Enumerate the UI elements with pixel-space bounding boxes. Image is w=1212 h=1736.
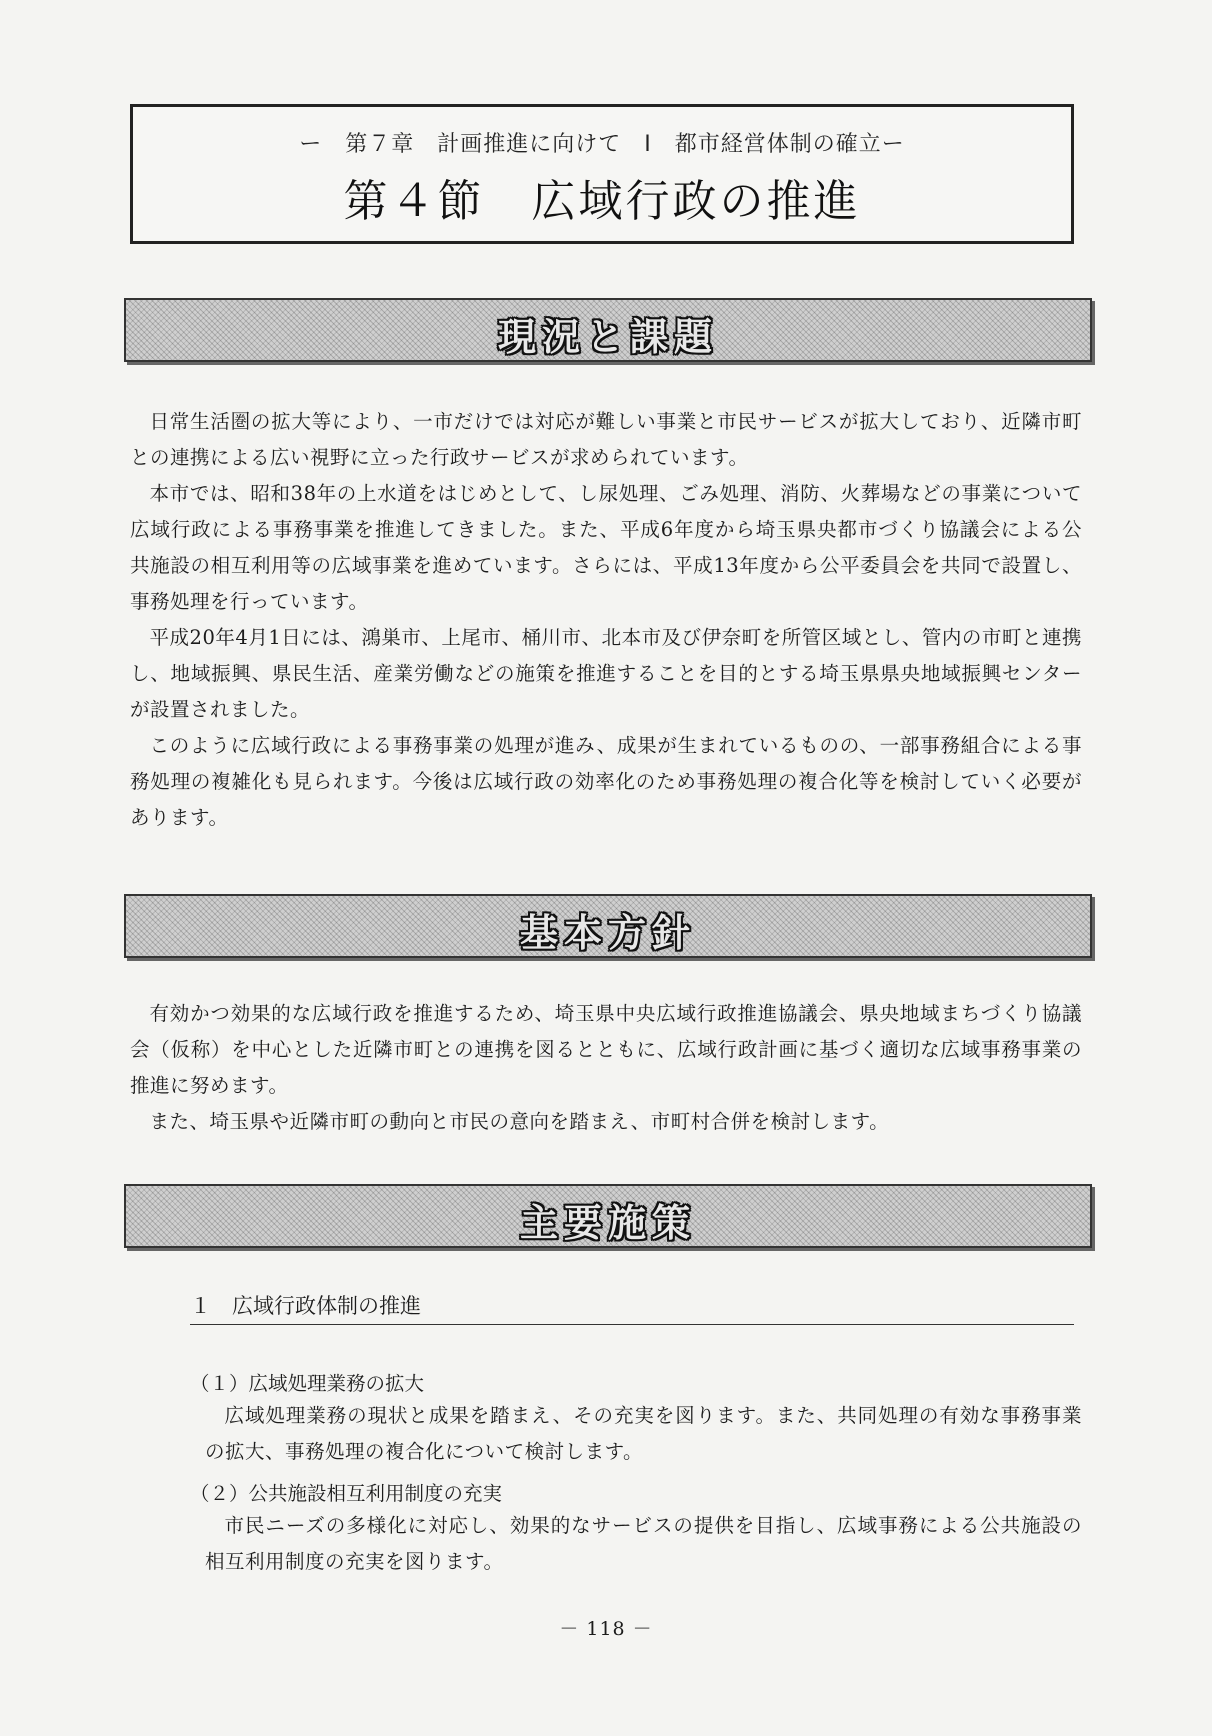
- paragraph: このように広域行政による事務事業の処理が進み、成果が生まれているものの、一部事務組合による事務処理の複雑化も見られます。今後は広域行政の効率化のため事務処理の複合化等を検討していく必要があります。: [130, 734, 1082, 829]
- sub-heading: （１）広域処理業務の拡大: [190, 1372, 425, 1395]
- paragraph: 日常生活圏の拡大等により、一市だけでは対応が難しい事業と市民サービスが拡大しており、近隣市町との連携による広い視野に立った行政サービスが求められています。: [130, 410, 1082, 469]
- sub-paragraph: 市民ニーズの多様化に対応し、効果的なサービスの提供を目指し、広域事務による公共施設の相互利用制度の充実を図ります。: [205, 1514, 1082, 1573]
- title-box: [130, 104, 1074, 244]
- section-title: 第４節 広域行政の推進: [343, 176, 861, 227]
- page-number: － 118 －: [559, 1618, 653, 1640]
- section-heading-major-measures: 主要施策: [519, 1201, 696, 1245]
- section-band-basic-policy: [124, 894, 1092, 958]
- paragraph: 平成20年4月1日には、鴻巣市、上尾市、桶川市、北本市及び伊奈町を所管区域とし、管内の市町と連携し、地域振興、県民生活、産業労働などの施策を推進することを目的とする埼玉県県央地域振興センターが設置されました。: [130, 626, 1082, 721]
- paragraph: 本市では、昭和38年の上水道をはじめとして、し尿処理、ごみ処理、消防、火葬場などの事業について広域行政による事務事業を推進してきました。また、平成6年度から埼玉県央都市づくり協議会による公共施設の相互利用等の広域事業を進めています。さらには、平成13年度から公平委員会を共同で設置し、事務処理を行っています。: [130, 482, 1082, 613]
- section-band-major-measures: [124, 1184, 1092, 1248]
- paragraph: 有効かつ効果的な広域行政を推進するため、埼玉県中央広域行政推進協議会、県央地域まちづくり協議会（仮称）を中心とした近隣市町との連携を図るとともに、広域行政計画に基づく適切な広域事務事業の推進に努めます。: [130, 1002, 1082, 1097]
- paragraph: また、埼玉県や近隣市町の動向と市民の意向を踏まえ、市町村合併を検討します。: [149, 1110, 890, 1133]
- section-band-current-status: [124, 298, 1092, 362]
- section-heading-basic-policy: 基本方針: [519, 911, 696, 955]
- section-heading-current-status: 現況と課題: [497, 315, 718, 359]
- chapter-line: ー 第７章 計画推進に向けて Ⅰ 都市経営体制の確立ー: [299, 132, 905, 157]
- sub-heading: （２）公共施設相互利用制度の充実: [190, 1482, 503, 1505]
- item-heading: １ 広域行政体制の推進: [190, 1290, 1074, 1325]
- sub-paragraph: 広域処理業務の現状と成果を踏まえ、その充実を図ります。また、共同処理の有効な事務事業の拡大、事務処理の複合化について検討します。: [205, 1404, 1082, 1463]
